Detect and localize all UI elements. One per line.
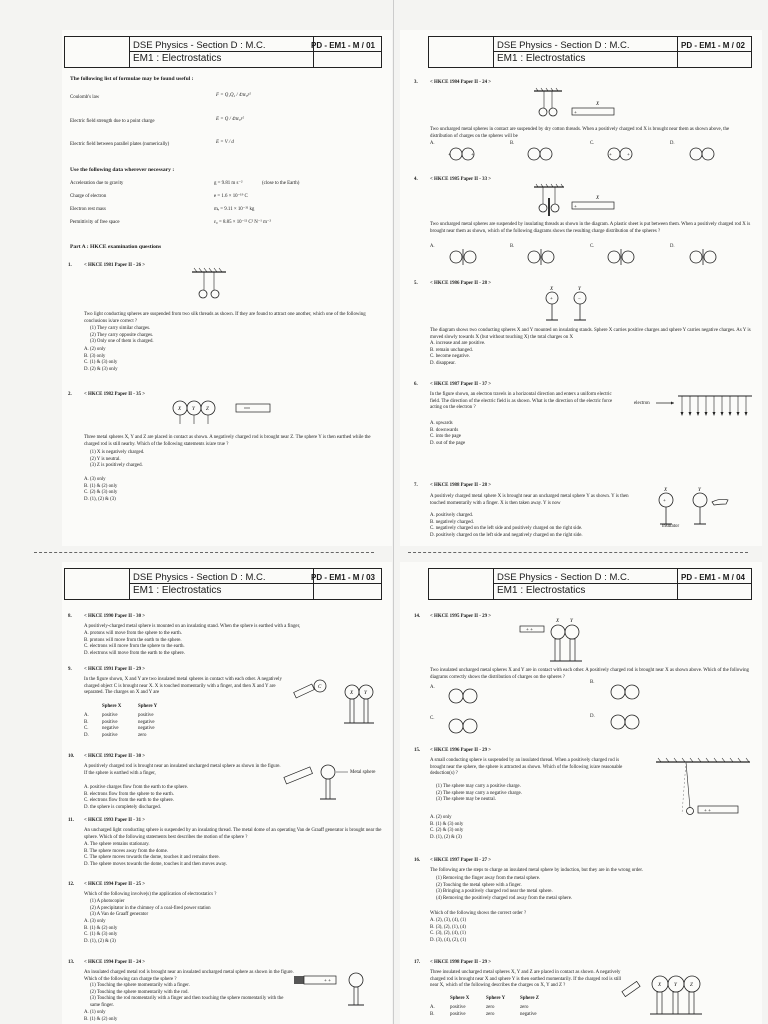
question-number: 17.	[414, 960, 421, 965]
option-c[interactable]: C. electrons will move from the sphere to the earth.	[84, 644, 185, 650]
page-code: PD - EM1 - M / 02	[680, 41, 745, 50]
statement: (2) A precipitator in the chimney of a coal-fired power station	[90, 905, 211, 911]
header-subtitle: EM1 : Electrostatics	[497, 585, 586, 596]
svg-text:Z: Z	[690, 983, 693, 988]
svg-text:C: C	[318, 685, 322, 690]
svg-text:X: X	[556, 619, 560, 624]
option-b[interactable]: B. (3) only	[84, 353, 106, 359]
statement-list	[90, 450, 144, 470]
option-b[interactable]: B. protons will move from the earth to the sphere.	[84, 637, 182, 643]
question-text: Two uncharged metal spheres are suspended by insulating threads as shown in the diagram. A plastic sheet is put between them. When a positively charged rod X is brought near them as shown, which of the following diagrams shows the resulting charge distribution of the spheres ?	[430, 222, 751, 234]
column-header: Sphere Z	[520, 996, 540, 1001]
column-header: Sphere X	[450, 996, 470, 1001]
electron-label: electron	[634, 401, 650, 406]
question-source: < HKCE 1982 Paper II - 35 >	[84, 392, 146, 397]
cut-line-right	[408, 552, 748, 554]
question-number: 2.	[68, 392, 72, 397]
svg-text:X: X	[596, 102, 600, 107]
statement: (2) They carry opposite charges.	[90, 332, 154, 338]
option-c[interactable]: C. electrons flow from the earth to the sphere.	[84, 798, 174, 804]
statement: (2) Touching the sphere momentarily with the rod.	[90, 989, 189, 995]
option-d[interactable]: D. positively charged on the left side and negatively charged on the right side.	[430, 532, 583, 538]
question-text: Two uncharged metal spheres in contact are suspended by dry cotton threads. When a positively charged rod X is brought near them as shown above, the distribution of charges on the spheres will be	[430, 127, 730, 139]
option-a[interactable]: A. increase and are positive.	[430, 341, 486, 346]
statement: (1) They carry similar charges.	[90, 326, 151, 331]
formula-expr: E = Q / 4πε₀r²	[216, 117, 244, 122]
data-note: (close to the Earth)	[262, 181, 300, 186]
statement: (3) Only one of them is charged.	[90, 339, 154, 345]
option-b[interactable]: B. negatively charged.	[430, 519, 474, 525]
table-row[interactable]: A. positive positive	[84, 713, 154, 718]
option-a[interactable]: A.	[430, 141, 435, 146]
svg-text:−: −	[578, 297, 581, 302]
option-c[interactable]: C. negatively charged on the left side and positively charged on the right side.	[430, 526, 583, 532]
svg-text:X: X	[664, 488, 668, 493]
question-text: Two light conducting spheres are suspended from two silk threads as shown. If they are found to attract one another, which one of the following conclusions is/are correct ?	[84, 312, 366, 324]
option-d[interactable]: D.	[670, 141, 675, 146]
table-row[interactable]: C. negative negative	[84, 726, 155, 732]
question-source: < HKCE 1988 Paper II - 28 >	[430, 483, 492, 488]
statement: (3) Touching the rod momentarily with a finger and then touching the sphere momentarily with the same finger.	[90, 996, 284, 1008]
option-c[interactable]: C.	[430, 716, 435, 721]
formula-expr: F = Q₁Q₂ / 4πε₀r²	[216, 93, 251, 98]
header-title: DSE Physics - Section D : M.C.	[133, 40, 266, 51]
table-row[interactable]: D. positive zero	[84, 732, 147, 738]
svg-text:+: +	[574, 205, 577, 210]
header-subtitle: EM1 : Electrostatics	[133, 53, 222, 64]
question-source: < HKCE 1994 Paper II - 25 >	[84, 882, 146, 887]
option-d[interactable]: D.	[590, 714, 595, 719]
page-header	[428, 36, 752, 68]
touching-spheres-figure	[534, 88, 624, 124]
question-text: Three insulated uncharged metal spheres X, Y and Z are placed in contact as shown. A negatively charged rod is brought near X and sphere Y is then earthed momentarily. If the charged rod is still near X, which of the following describes the charges on X, Y and Z ?	[430, 970, 622, 989]
formula-name: Electric field between parallel plates (numerically)	[70, 142, 170, 147]
option-a[interactable]: A. protons will move from the sphere to the earth.	[84, 631, 182, 636]
question-text: In the figure shown, X and Y are two insulated metal spheres in contact with each other. A negatively charged object C is brought near X. X is touched momentarily with a finger, and then X and Y are separated. The charges on X and Y are	[84, 677, 282, 696]
rod-and-sphere-figure	[284, 758, 354, 804]
statement: (1) Removing the finger away from the metal sphere.	[436, 876, 541, 881]
question-number: 10.	[68, 754, 75, 759]
question-text: Two insulated uncharged metal spheres X and Y are in contact with each other. A positively charged rod is brought near X as shown above. Which of the following diagrams correctly shows the distribution of charges on the spheres ?	[430, 668, 750, 680]
statement-list	[90, 983, 290, 1009]
spheres-on-stands-figure	[540, 286, 610, 326]
header-title: DSE Physics - Section D : M.C.	[497, 40, 630, 51]
question-source: < HKCE 1991 Paper II - 29 >	[84, 667, 146, 672]
svg-text:+ +: + +	[704, 809, 711, 814]
page-03	[62, 562, 392, 1024]
data-name: Acceleration due to gravity	[70, 181, 124, 186]
question-source: < HKCE 1987 Paper II - 37 >	[430, 382, 492, 387]
question-prompt: Which of the following shows the correct order ?	[430, 911, 527, 916]
statement: (1) The sphere may carry a positive charge.	[436, 784, 521, 789]
option-d[interactable]: D. (2) & (3) only	[84, 366, 118, 372]
option-a[interactable]: A. (3) only	[84, 919, 106, 924]
option-c[interactable]: C. become negative.	[430, 354, 470, 360]
answer-options	[430, 421, 465, 447]
question-source: < HKCE 1984 Paper II - 24 >	[430, 80, 492, 85]
data-value: g = 9.81 m s⁻²	[214, 181, 243, 186]
statement-list	[436, 784, 522, 804]
question-number: 15.	[414, 748, 421, 753]
svg-text:X: X	[178, 407, 182, 412]
three-spheres-on-stands-figure	[622, 962, 752, 1018]
column-header: Sphere Y	[486, 996, 506, 1001]
option-d[interactable]: D. (1), (2) & (3)	[84, 938, 116, 944]
option-b[interactable]: B.	[590, 680, 595, 685]
cut-line-left	[34, 552, 374, 554]
answer-options	[430, 513, 583, 539]
rod-near-sphere-figure	[294, 968, 384, 1008]
question-number: 14.	[414, 614, 421, 619]
rod-and-two-spheres-figure	[520, 618, 600, 666]
option-c[interactable]: C. (2) & (3) only	[430, 828, 464, 834]
question-number: 8.	[68, 614, 72, 619]
page-02	[400, 30, 762, 546]
svg-text:X: X	[596, 196, 600, 201]
question-text: A small conducting sphere is suspended by an insulated thread. When a positively charged rod is brought near the sphere, the sphere is attracted as shown. Which of the following is/are reasonable deduction(s) ?	[430, 758, 623, 777]
option-d[interactable]: D. (1), (2) & (3)	[84, 496, 116, 502]
statement: (2) Touching the metal sphere with a finger.	[436, 882, 522, 888]
option-c[interactable]: C. (2) & (3) only	[84, 490, 118, 496]
option-c[interactable]: C. into the page	[430, 434, 461, 440]
option-d[interactable]: D. electrons will move from the earth to the sphere.	[84, 650, 185, 656]
option-a[interactable]: A. positive charges flow from the earth to the sphere.	[84, 785, 189, 790]
option-d[interactable]: D.	[670, 244, 675, 249]
column-header: Sphere X	[102, 704, 122, 709]
table-row[interactable]: B. positive negative	[84, 719, 155, 725]
statement: (3) A Van de Graaff generator	[90, 912, 149, 918]
svg-text:Y: Y	[698, 488, 701, 493]
question-text: The diagram shows two conducting spheres X and Y mounted on insulating stands. Sphere X carries positive charges and sphere Y carries negative charges. As Y is moved slowly towards X (but without touching X) the total charges on X	[430, 328, 751, 340]
option-b[interactable]: B. (3), (2), (1), (4)	[430, 924, 466, 930]
option-b[interactable]: B. The sphere moves away from the dome.	[84, 848, 168, 854]
statement: (1) Touching the sphere momentarily with a finger.	[90, 983, 190, 988]
question-text: A positively-charged metal sphere is mounted on an insulating stand. When the sphere is earthed with a finger,	[84, 624, 301, 629]
answer-options	[84, 347, 118, 373]
data-heading: Use the following data wherever necessary :	[70, 167, 175, 173]
question-number: 5.	[414, 281, 418, 286]
option-sphere-diagrams	[444, 249, 754, 269]
question-source: < HKCE 1994 Paper II - 24 >	[84, 960, 146, 965]
svg-text:Y: Y	[570, 619, 573, 624]
option-d[interactable]: D. The sphere moves towards the dome, touches it and then moves away.	[84, 861, 228, 867]
svg-text:Y: Y	[578, 287, 581, 292]
page-01	[62, 30, 392, 546]
question-number: 1.	[68, 263, 72, 268]
question-source: < HKCE 1993 Paper II - 31 >	[84, 818, 146, 823]
option-b[interactable]: B.	[510, 141, 515, 146]
table-row[interactable]: B. positive zero negative	[430, 1011, 537, 1017]
page-code: PD - EM1 - M / 04	[680, 573, 745, 582]
option-d[interactable]: D. disappear.	[430, 360, 456, 366]
svg-text:X: X	[350, 691, 354, 696]
question-source: < HKCE 1981 Paper II - 26 >	[84, 263, 146, 268]
data-name: Electron rest mass	[70, 207, 106, 212]
formula-expr: E = V / d	[216, 140, 234, 145]
formulae-heading: The following list of formulae may be found useful :	[70, 76, 194, 82]
option-a[interactable]: A. The sphere remains stationary.	[84, 842, 150, 847]
question-number: 3.	[414, 80, 418, 85]
page-divider-vertical	[393, 0, 394, 1024]
insulator-label: insulator	[662, 524, 680, 529]
statement-list	[90, 899, 211, 919]
option-c[interactable]: C.	[590, 244, 595, 249]
question-source: < HKCE 1985 Paper II - 33 >	[430, 177, 492, 182]
question-number: 4.	[414, 177, 418, 182]
pendulum-and-rod-figure	[646, 758, 756, 828]
statement: (3) Z is positively charged.	[90, 463, 143, 469]
svg-text:+: +	[550, 297, 553, 302]
question-number: 11.	[68, 818, 74, 823]
question-number: 16.	[414, 858, 421, 863]
statement: (2) Y is neutral.	[90, 456, 121, 462]
option-c[interactable]: C. (1) & (3) only	[84, 932, 118, 938]
metal-sphere-label: Metal sphere	[350, 770, 376, 775]
statement: (3) Bringing a positively charged rod near the metal sphere.	[436, 889, 553, 895]
question-number: 13.	[68, 960, 75, 965]
svg-text:+: +	[574, 111, 577, 116]
statement: (1) X is negatively charged.	[90, 450, 145, 455]
option-c[interactable]: C.	[590, 141, 595, 146]
electric-field-figure	[634, 394, 754, 424]
header-title: DSE Physics - Section D : M.C.	[497, 572, 630, 583]
option-b[interactable]: B.	[510, 244, 515, 249]
answer-options	[84, 631, 185, 657]
svg-text:+: +	[663, 499, 666, 504]
answer-options	[430, 918, 466, 944]
option-a[interactable]: A. positively charged.	[430, 513, 474, 518]
statement: (3) The sphere may be neutral.	[436, 797, 496, 803]
svg-text:X: X	[658, 983, 662, 988]
statement: (4) Removing the positively charged rod away from the metal sphere.	[436, 895, 573, 901]
formula-name: Electric field strength due to a point charge	[70, 119, 155, 124]
table-row[interactable]: A. positive zero zero	[430, 1005, 529, 1010]
option-a[interactable]: A. (1) only	[84, 1010, 106, 1015]
option-d[interactable]: D. (3), (4), (2), (1)	[430, 937, 467, 943]
statement: (2) The sphere may carry a negative charge.	[436, 790, 522, 796]
question-source: < HKCE 1997 Paper II - 27 >	[430, 858, 492, 863]
question-source: < HKCE 1996 Paper II - 29 >	[430, 748, 492, 753]
spheres-with-sheet-figure	[534, 184, 624, 220]
option-c[interactable]: C. (3), (2), (4), (1)	[430, 931, 466, 937]
svg-text:Z: Z	[206, 407, 209, 412]
question-text: Which of the following involve(s) the application of electrostatics ?	[84, 892, 217, 897]
option-a[interactable]: A. (2) only	[430, 815, 452, 820]
page-header	[64, 568, 382, 600]
option-a[interactable]: A. (2), (3), (4), (1)	[430, 918, 467, 923]
option-a[interactable]: A. (2) only	[84, 347, 106, 352]
question-text: A positively charged metal sphere X is brought near an uncharged metal sphere Y as shown. Y is then touched momentarily with a finger. X is then taken away. Y is now	[430, 494, 629, 506]
data-name: Permittivity of free space	[70, 220, 120, 225]
question-source: < HKCE 1992 Paper II - 30 >	[84, 754, 146, 759]
option-sphere-diagrams	[448, 688, 748, 738]
page-code: PD - EM1 - M / 01	[310, 41, 375, 50]
svg-text:Y: Y	[192, 407, 195, 412]
three-spheres-figure	[170, 398, 280, 428]
data-name: Charge of electron	[70, 194, 107, 199]
question-text: A positively charged rod is brought near an insulated uncharged metal sphere as shown in the figure. If the sphere is earthed with a finger,	[84, 764, 281, 776]
option-d[interactable]: D. the sphere is completely discharged.	[84, 804, 161, 810]
option-a[interactable]: A. (3) only	[84, 477, 106, 482]
page-code: PD - EM1 - M / 03	[310, 573, 375, 582]
header-title: DSE Physics - Section D : M.C.	[133, 572, 266, 583]
statement: (1) A photocopier	[90, 899, 125, 904]
header-subtitle: EM1 : Electrostatics	[133, 585, 222, 596]
svg-text:+ +: + +	[324, 979, 331, 984]
option-d[interactable]: D. (1), (2) & (3)	[430, 834, 462, 840]
option-b[interactable]: B. downwards	[430, 427, 459, 433]
page-header	[428, 568, 752, 600]
svg-text:X: X	[550, 287, 554, 292]
option-c[interactable]: C. The sphere moves towards the dome, touches it and remains there.	[84, 855, 220, 861]
svg-text:+: +	[627, 153, 630, 158]
question-text: An insulated charged metal rod is brought near an insulated uncharged metal sphere as shown in the figure. Which of the following can charge the sphere ?	[84, 970, 294, 982]
header-subtitle: EM1 : Electrostatics	[497, 53, 586, 64]
question-text: An uncharged light conducting sphere is suspended by an insulating thread. The metal dome of an operating Van de Graaff generator is brought near the sphere. Which of the following statements best describes the motion of the sphere ?	[84, 828, 382, 840]
answer-options	[430, 341, 485, 367]
question-source: < HKCE 1998 Paper II - 29 >	[430, 960, 492, 965]
question-number: 9.	[68, 667, 72, 672]
option-b[interactable]: B. (1) & (3) only	[430, 821, 464, 827]
option-b[interactable]: B. remain unchanged.	[430, 347, 473, 353]
svg-text:+ +: + +	[526, 628, 533, 633]
data-value: e = 1.6 × 10⁻¹⁹ C	[214, 194, 248, 199]
svg-text:+: +	[609, 153, 612, 158]
question-number: 7.	[414, 483, 418, 488]
question-text: Three metal spheres X, Y and Z are placed in contact as shown. A negatively charged rod is brought near Z. The sphere Y is then earthed while the charged rod is still nearby. Which of the following statements is/are true ?	[84, 435, 371, 447]
question-text: The following are the steps to charge an insulated metal sphere by induction, but they are in the wrong order.	[430, 868, 643, 873]
option-d[interactable]: D. out of the page	[430, 440, 466, 446]
question-text: In the figure shown, an electron travels in a horizontal direction and enters a uniform electric field. The direction of the electric field is as shown. What is the direction of the electric force acting on the electron ?	[430, 392, 613, 411]
svg-text:Y: Y	[364, 691, 367, 696]
page-header	[64, 36, 382, 68]
option-a[interactable]: A. upwards	[430, 421, 453, 426]
option-b[interactable]: B. electrons flow from the sphere to the earth.	[84, 791, 174, 797]
answer-options	[84, 842, 227, 868]
data-value: mₑ = 9.11 × 10⁻³¹ kg	[214, 207, 255, 212]
option-b[interactable]: B. (1) & (2) only	[84, 925, 118, 931]
option-c[interactable]: C. (1) & (3) only	[84, 360, 118, 366]
option-sphere-diagrams	[444, 146, 754, 166]
column-header: Sphere Y	[138, 704, 158, 709]
statement-list	[436, 876, 572, 902]
formula-name: Coulomb's law	[70, 95, 100, 100]
option-b[interactable]: B. (1) & (2) only	[84, 483, 118, 489]
answer-options	[84, 785, 188, 811]
question-source: < HKCE 1986 Paper II - 28 >	[430, 281, 492, 286]
answer-options	[84, 477, 117, 503]
page-04	[400, 562, 762, 1024]
part-heading: Part A : HKCE examination questions	[70, 244, 162, 250]
answer-options	[430, 815, 463, 841]
answer-options	[84, 919, 117, 945]
option-b[interactable]: B. (1) & (2) only	[84, 1016, 118, 1022]
answer-options	[84, 1010, 117, 1023]
option-a[interactable]: A.	[430, 685, 435, 690]
question-source: < HKCE 1990 Paper II - 30 >	[84, 614, 146, 619]
question-source: < HKCE 1995 Paper II - 29 >	[430, 614, 492, 619]
answer-table	[430, 1005, 537, 1018]
svg-text:Y: Y	[674, 983, 677, 988]
object-and-spheres-figure	[294, 674, 384, 734]
question-number: 6.	[414, 382, 418, 387]
answer-table	[84, 713, 155, 739]
svg-text:+: +	[471, 153, 474, 158]
question-number: 12.	[68, 882, 75, 887]
suspended-spheres-figure	[192, 268, 232, 308]
svg-text:+: +	[448, 153, 451, 158]
option-a[interactable]: A.	[430, 244, 435, 249]
statement-list	[90, 326, 154, 346]
data-value: ε₀ = 8.85 × 10⁻¹² C² N⁻¹ m⁻²	[214, 220, 271, 225]
